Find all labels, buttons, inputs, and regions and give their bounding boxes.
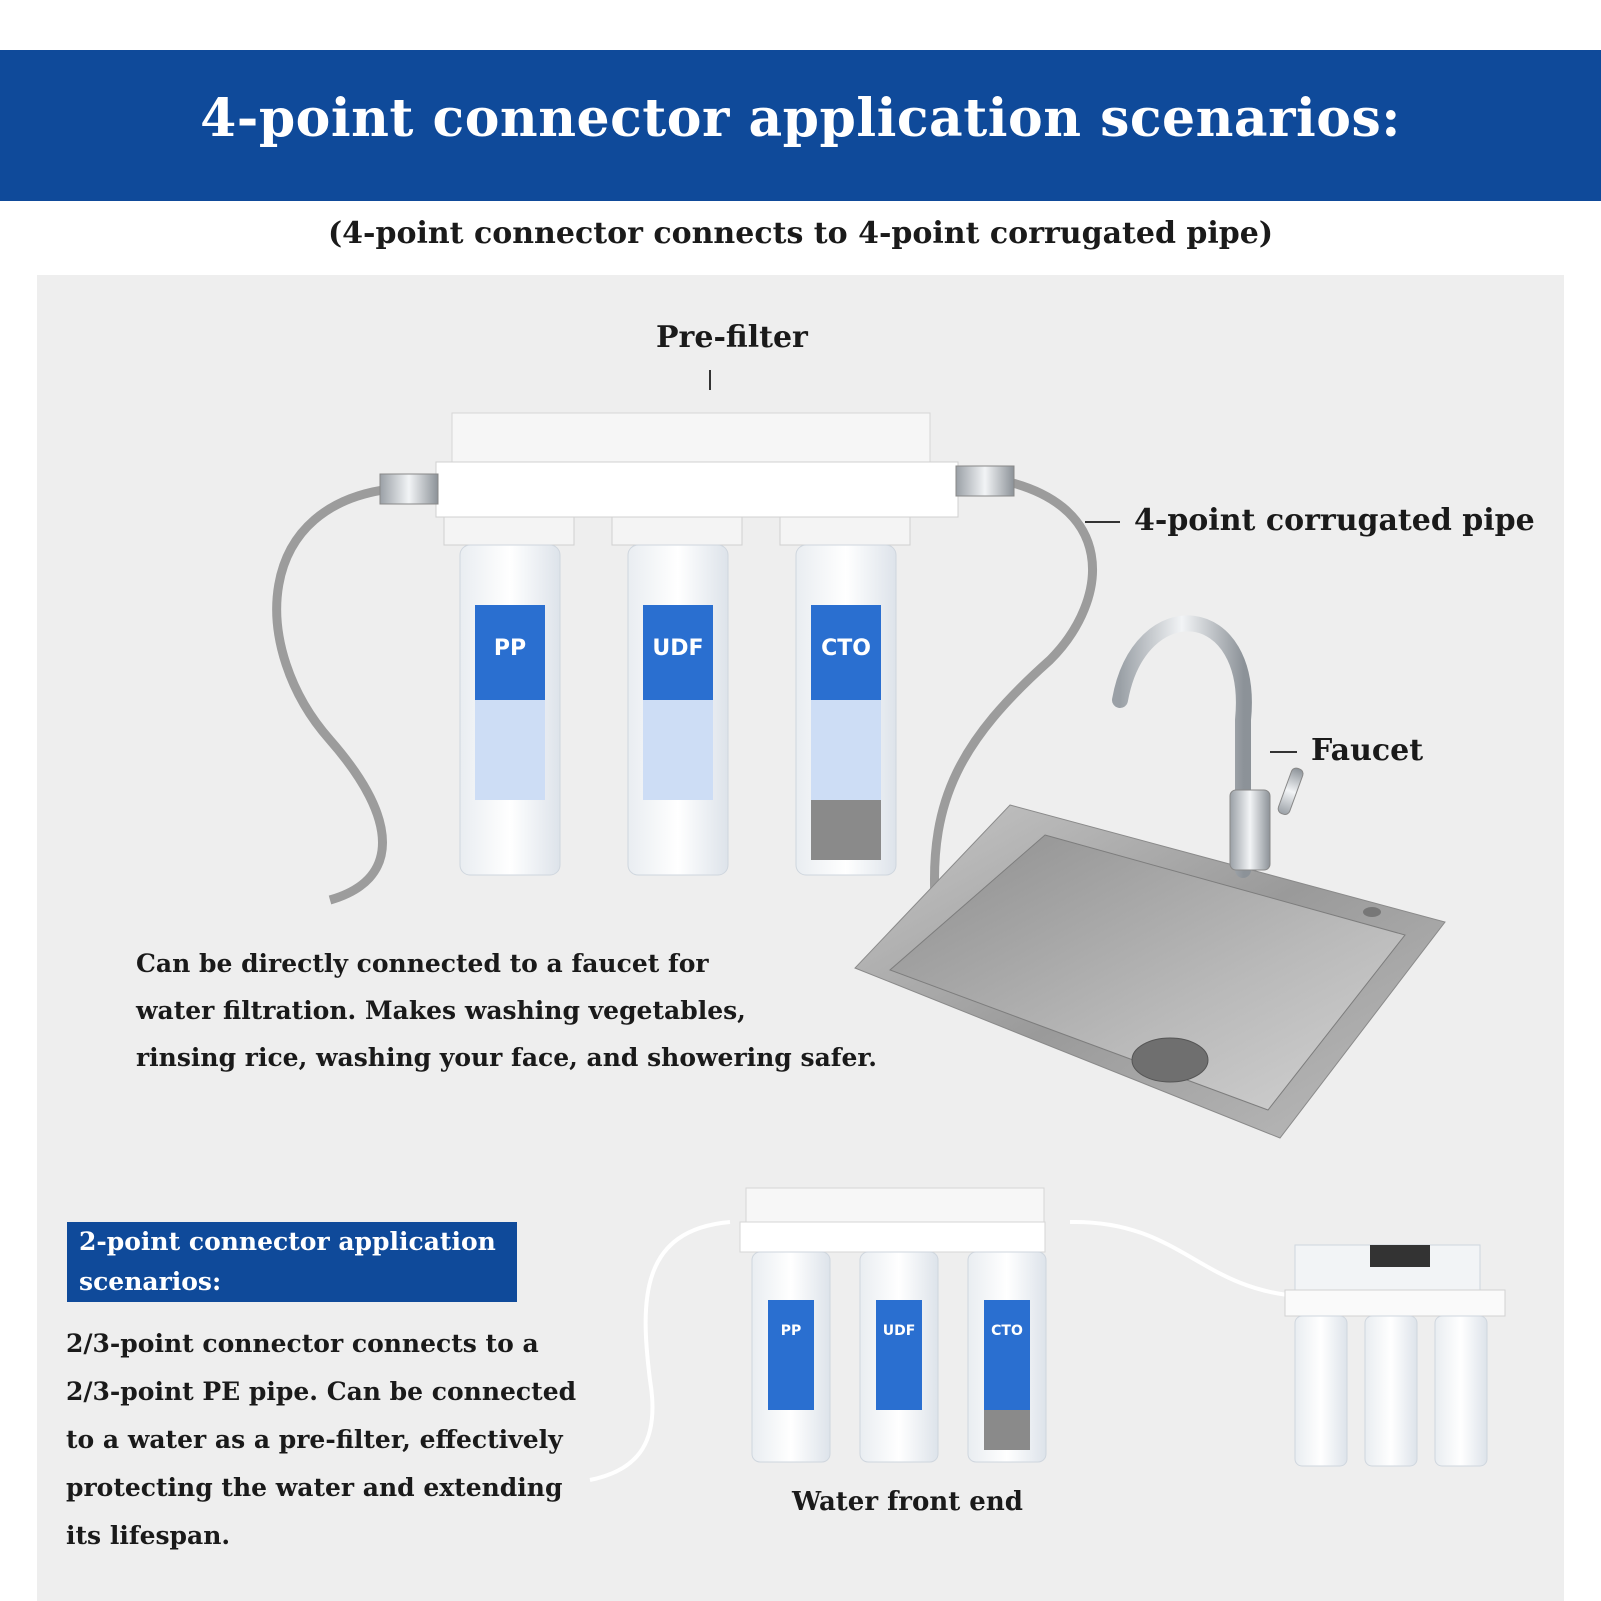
faucet-spout	[1120, 623, 1244, 870]
inlet-hose	[277, 488, 400, 900]
pe-pipe-in	[590, 1222, 730, 1480]
page-subtitle: (4-point connector connects to 4-point corrugated pipe)	[327, 216, 1274, 251]
top-description	[136, 940, 877, 1081]
section2-line: 2/3-point connector connects to a	[66, 1329, 539, 1358]
ro-purifier	[1285, 1245, 1505, 1466]
section2-line: to a water as a pre-filter, effectively	[66, 1425, 563, 1454]
filter-label-cto: CTO	[821, 636, 871, 661]
small-filter-label-udf: UDF	[882, 1323, 916, 1339]
filter-housing-2	[612, 517, 742, 875]
page-title: 4-point connector application scenarios:	[200, 88, 1401, 149]
section2-tag-line: 2-point connector application	[79, 1227, 496, 1256]
pe-pipe-out	[1070, 1222, 1300, 1296]
section2-line: its lifespan.	[66, 1521, 231, 1550]
filter-housing-1	[444, 517, 574, 875]
prefilter-label: Pre-filter	[656, 320, 808, 355]
small-filter-1	[752, 1252, 830, 1462]
filter-label-pp: PP	[493, 636, 527, 661]
front-end-label: Water front end	[792, 1487, 1023, 1517]
mounting-bracket	[452, 413, 930, 465]
faucet-handle	[1277, 767, 1305, 816]
section2-tag-line: scenarios:	[79, 1267, 222, 1296]
top-description-line: water filtration. Makes washing vegetables,	[136, 996, 746, 1025]
faucet-label: Faucet	[1311, 733, 1424, 768]
faucet-body	[1230, 790, 1270, 870]
small-filter-label-cto: CTO	[991, 1323, 1023, 1339]
faucet-hole	[1363, 907, 1381, 917]
filter-head	[436, 462, 958, 517]
section2-description	[66, 1320, 576, 1560]
section2-line: 2/3-point PE pipe. Can be connected	[66, 1377, 577, 1406]
small-filter-head	[740, 1222, 1045, 1252]
top-description-line: Can be directly connected to a faucet for	[136, 949, 709, 978]
sink-drain	[1132, 1038, 1208, 1082]
small-filter-label-pp: PP	[780, 1323, 802, 1339]
top-description-line: rinsing rice, washing your face, and showering safer.	[136, 1043, 878, 1072]
pipe-label: 4-point corrugated pipe	[1134, 503, 1535, 538]
inlet-connector	[380, 474, 438, 504]
section2-line: protecting the water and extending	[66, 1473, 563, 1502]
small-filter-2	[860, 1252, 938, 1462]
filter-housing-3	[780, 517, 910, 875]
small-filter-3	[968, 1252, 1046, 1462]
section2-tag	[67, 1222, 517, 1302]
filter-label-udf: UDF	[652, 636, 704, 661]
outlet-connector	[956, 466, 1014, 496]
